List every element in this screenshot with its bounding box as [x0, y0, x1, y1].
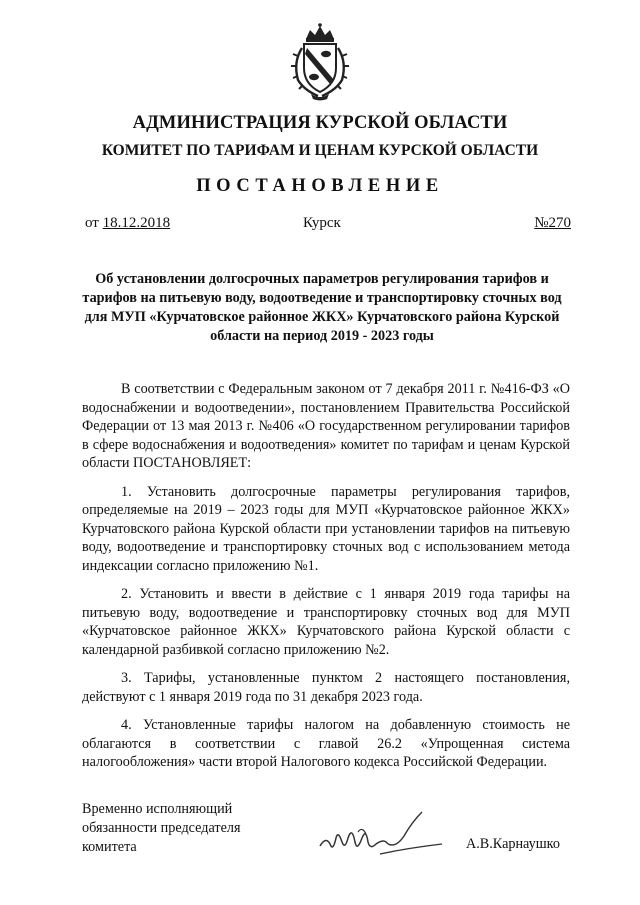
document-date: 18.12.2018: [102, 215, 171, 231]
signatory-title: [82, 800, 241, 857]
document-subject: Об установлении долгосрочных параметров регулирования тарифов и тарифов на питьевую воду, водоотведение и транспортировку сточных вод для МУП «Курчатовское районное ЖКХ» Курчатовского района Курской области на период 2019 - 2023 годы: [82, 271, 562, 344]
committee-title: КОМИТЕТ ПО ТАРИФАМ И ЦЕНАМ КУРСКОЙ ОБЛАСТИ: [101, 142, 539, 159]
document-city: Курск: [303, 215, 341, 231]
signatory-name: А.В.Карнаушко: [466, 836, 560, 852]
clause-paragraph: 4. Установленные тарифы налогом на добавленную стоимость не облагаются в соответствии с главой 26.2 «Упрощенная система налогообложения» части второй Налогового кодекса Российской Федерации.: [82, 717, 570, 770]
coat-of-arms-icon: [289, 22, 351, 102]
date-prefix: от: [85, 215, 99, 231]
handwritten-signature-icon: [318, 808, 444, 860]
document-body: [82, 380, 570, 782]
document-date-block: [85, 215, 170, 232]
organization-title: АДМИНИСТРАЦИЯ КУРСКОЙ ОБЛАСТИ: [132, 113, 508, 133]
signatory-title-line: комитета: [82, 839, 137, 855]
document-meta: [0, 215, 640, 235]
signatory-title-line: Временно исполняющий: [82, 801, 233, 817]
clause-paragraph: 1. Установить долгосрочные параметры регулирования тарифов, определяемые на 2019 – 2023 годы для МУП «Курчатовское районное ЖКХ» Курчатовского района Курской области при установлении тарифов на питьевую воду, водоотведение и транспортировку сточных вод с использованием метода индексации согласно приложению №1.: [82, 483, 570, 574]
document-number: №270: [534, 215, 571, 231]
document-type-title: ПОСТАНОВЛЕНИЕ: [196, 176, 444, 196]
clause-paragraph: 3. Тарифы, установленные пунктом 2 настоящего постановления, действуют с 1 января 2019 года по 31 декабря 2023 года.: [82, 670, 570, 705]
clause-paragraph: 2. Установить и ввести в действие с 1 января 2019 года тарифы на питьевую воду, водоотведение и транспортировку сточных вод для МУП «Курчатовское районное ЖКХ» Курчатовского района Курской области с календарной разбивкой согласно приложению №2.: [82, 586, 570, 658]
preamble-paragraph: В соответствии с Федеральным законом от 7 декабря 2011 г. №416-ФЗ «О водоснабжении и водоотведении», постановлением Правительства Российской Федерации от 13 мая 2013 г. №406 «О государственном регулировании тарифов в сфере водоснабжения и водоотведения» комитет по тарифам и ценам Курской области ПОСТАНОВЛЯЕТ:: [82, 381, 570, 471]
signatory-title-line: обязанности председателя: [82, 820, 241, 836]
